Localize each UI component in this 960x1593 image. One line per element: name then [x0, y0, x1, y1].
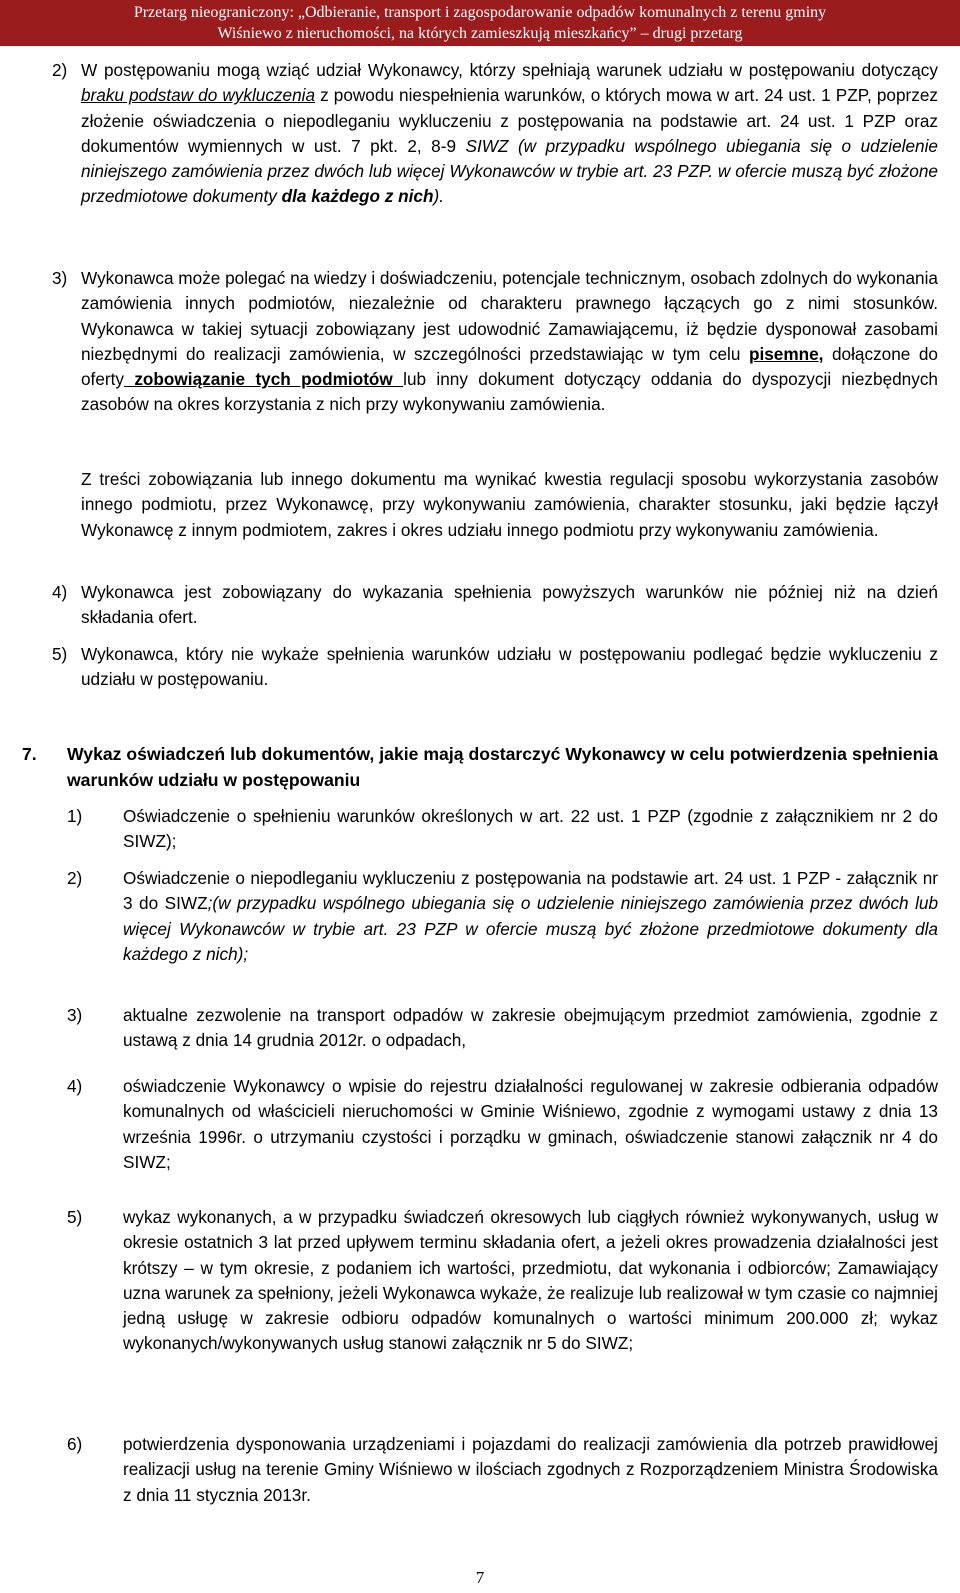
paragraph-item-5: Wykonawca, który nie wykaże spełnienia warunków udziału w postępowaniu podlegać będzie wykluczeniu z udziału w postępowaniu. — [81, 644, 938, 690]
list-number: 2) — [67, 868, 83, 888]
section-heading: Wykaz oświadczeń lub dokumentów, jakie mają dostarczyć Wykonawcy w celu potwierdzenia spełnienia warunków udziału w postępowaniu — [67, 744, 938, 790]
list-number: 4) — [52, 582, 68, 602]
text-span: pisemne, — [748, 343, 824, 364]
paragraph-item-2 — [81, 58, 938, 210]
paragraph-7-4: oświadczenie Wykonawcy o wpisie do rejestru działalności regulowanej w zakresie odbierania odpadów komunalnych od właścicieli nieruchomości w Gminie Wiśniewo, zgodnie z wymogami ustawy z dnia 13 września 1996r. o utrzymaniu czystości i porządku w gminach, oświadczenie stanowi załącznik nr 4 do SIWZ; — [123, 1076, 938, 1172]
text-span: SIWZ (w przypadku wspólnego ubiegania się o udzielenie niniejszego zamówienia przez dwóch lub więcej Wykonawców w trybie art. 23 PZP. w ofercie muszą być złożone przedmiotowe dokumenty — [81, 135, 938, 207]
paragraph-item-3-continued: Z treści zobowiązania lub innego dokumentu ma wynikać kwestia regulacji sposobu wykorzystania zasobów innego podmiotu, przez Wykonawcę, przy wykonywaniu zamówienia, charakter stosunku, jaki będzie łączył Wykonawcę z innym podmiotem, zakres i okres udziału innego podmiotu przy wykonywaniu zamówienia. — [81, 469, 938, 540]
text-span: braku podstaw do wykluczenia — [81, 85, 316, 106]
list-number: 2) — [52, 60, 68, 80]
text-span: Oświadczenie o niepodleganiu wykluczeniu z postępowania na podstawie art. 24 ust. 1 PZP - załącznik nr 3 do SIWZ — [123, 868, 938, 914]
text-span: z powodu niespełnienia warunków, o których mowa w art. 24 ust. 1 PZP, poprzez złożenie oświadczenia o niepodleganiu wykluczeniu z postępowania na podstawie art. 24 ust. 1 PZP oraz dokumentów wymiennych w ust. 7 pkt. 2, 8-9 — [81, 85, 938, 156]
list-number: 4) — [67, 1076, 83, 1096]
text-span: dołączone do oferty — [81, 343, 938, 390]
section-number: 7. — [22, 744, 37, 764]
text-span: ;(w przypadku wspólnego ubiegania się o udzielenie niniejszego zamówienia przez dwóch lub więcej Wykonawców w trybie art. 23 PZP w ofercie muszą być złożone przedmiotowe dokumenty dla każdego z nich); — [123, 893, 939, 964]
text-span: Wykonawca może polegać na wiedzy i doświadczeniu, potencjale technicznym, osobach zdolnych do wykonania zamówienia innych podmiotów, niezależnie od charakteru prawnego łączących go z nimi stosunków. Wykonawca w takiej sytuacji zobowiązany jest udowodnić Zamawiającemu, iż będzie dysponował zasobami niezbędnymi do realizacji zamówienia, w szczególności przedstawiając w tym celu — [81, 268, 938, 364]
list-number: 5) — [52, 644, 68, 664]
paragraph-item-4: Wykonawca jest zobowiązany do wykazania spełnienia powyższych warunków nie później niż na dzień składania ofert. — [81, 582, 938, 628]
header-line-1: Przetarg nieograniczony: „Odbieranie, transport i zagospodarowanie odpadów komunalnych z terenu gminy — [133, 4, 827, 21]
header-line-2: Wiśniewo z nieruchomości, na których zamieszkują mieszkańcy” – drugi przetarg — [217, 25, 743, 42]
list-number: 3) — [52, 268, 68, 288]
text-span: ). — [433, 186, 444, 207]
list-number: 5) — [67, 1207, 83, 1227]
paragraph-7-1: Oświadczenie o spełnieniu warunków określonych w art. 22 ust. 1 PZP (zgodnie z załącznikiem nr 2 do SIWZ); — [123, 806, 938, 852]
document-header — [0, 0, 960, 46]
paragraph-7-5: wykaz wykonanych, a w przypadku świadczeń okresowych lub ciągłych również wykonywanych, usług w okresie ostatnich 3 lat przed upływem terminu składania ofert, a jeżeli okres prowadzenia działalności jest krótszy – w tym okresie, z podaniem ich wartości, przedmiotu, dat wykonania i odbiorców; Zamawiający uzna warunek za spełniony, jeżeli Wykonawca wykaże, że realizuje lub realizował w tym czasie co najmniej jedną usługę w zakresie odbioru odpadów komunalnych o wartości minimum 200.000 zł; wykaz wykonanych/wykonywanych usług stanowi załącznik nr 5 do SIWZ; — [123, 1207, 938, 1354]
text-span: dla każdego z nich — [281, 186, 434, 207]
text-span: zobowiązanie tych podmiotów — [124, 369, 404, 390]
list-number: 3) — [67, 1005, 83, 1025]
text-span: lub inny dokument dotyczący oddania do dyspozycji niezbędnych zasobów na okres korzystania z nich przy wykonywaniu zamówienia. — [81, 369, 938, 415]
text-span: W postępowaniu mogą wziąć udział Wykonawcy, którzy spełniają warunek udziału w postępowaniu dotyczący — [81, 60, 938, 80]
page-number: 7 — [475, 1568, 485, 1587]
paragraph-item-3 — [81, 266, 938, 418]
paragraph-7-6: potwierdzenia dysponowania urządzeniami i pojazdami do realizacji zamówienia dla potrzeb prawidłowej realizacji usług na terenie Gminy Wiśniewo w ilościach zgodnych z Rozporządzeniem Ministra Środowiska z dnia 11 stycznia 2013r. — [123, 1434, 938, 1505]
list-number: 6) — [67, 1434, 83, 1454]
list-number: 1) — [67, 806, 83, 826]
paragraph-7-2 — [123, 866, 938, 967]
paragraph-7-3: aktualne zezwolenie na transport odpadów w zakresie obejmującym przedmiot zamówienia, zgodnie z ustawą z dnia 14 grudnia 2012r. o odpadach, — [123, 1005, 938, 1051]
